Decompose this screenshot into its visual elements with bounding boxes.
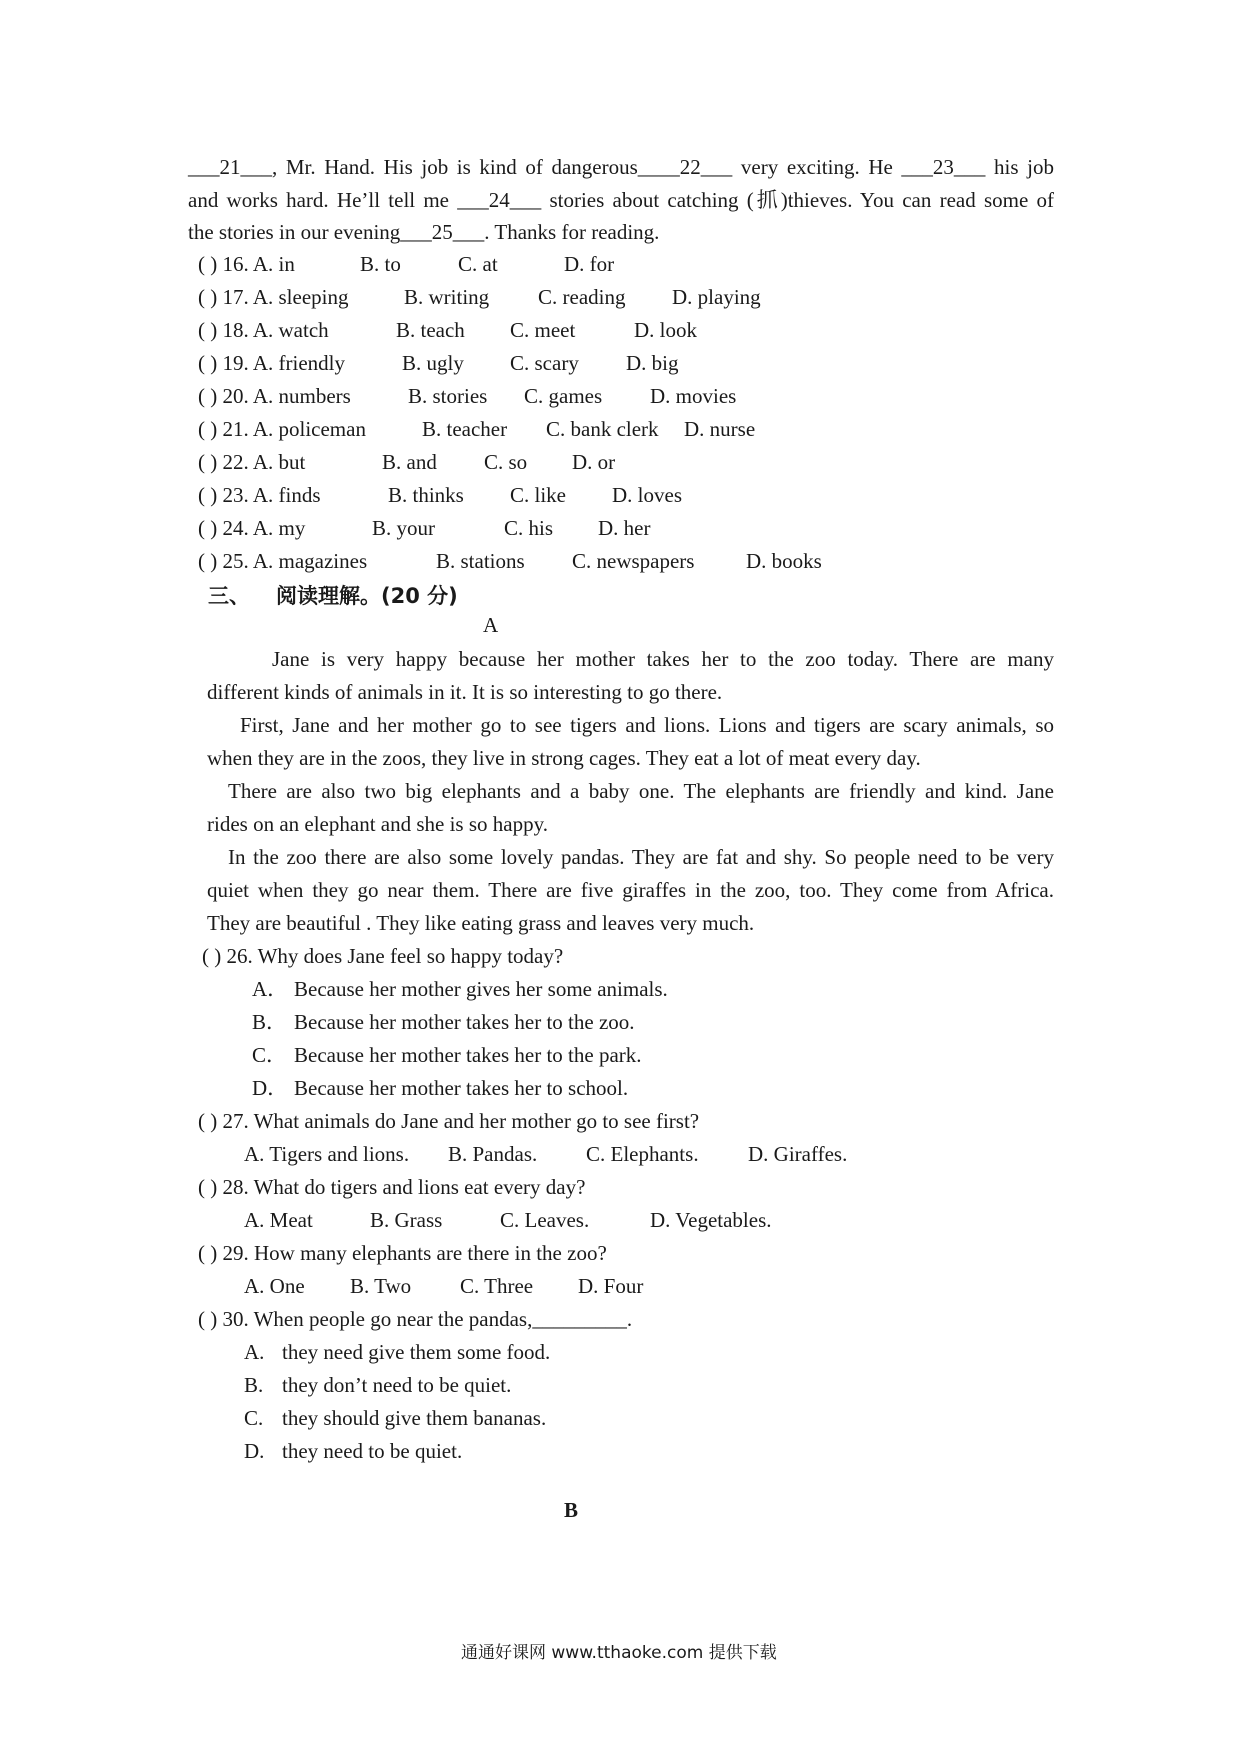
option-letter: A. [244,1340,265,1364]
question-27-stem: ( ) 27. What animals do Jane and her mother go to see first? [198,1109,700,1133]
option-letter: A． [252,977,289,1001]
option-c: C. so [484,450,528,474]
question-30-stem: ( ) 30. When people go near the pandas,_________. [198,1307,633,1331]
option-b: B. teach [396,318,465,342]
option-b: B. writing [404,285,490,309]
cloze-text-line-2: and works hard. He’ll tell me ___24___ stories about catching (抓)thieves. You can read some of [188,188,1054,212]
option-c: C. meet [510,318,576,342]
section-three-label: 三、 [208,584,250,608]
option-letter: C． [252,1043,288,1067]
option-d: D. Vegetables. [650,1208,772,1232]
option-letter: D． [252,1076,289,1100]
option-d: D. Four [578,1274,644,1298]
question-18 [198,316,1048,344]
question-16 [198,250,1048,278]
question-number: ( ) 22. A. but [198,450,306,474]
option-c: C. Three [460,1274,534,1298]
option-d: D. movies [650,384,737,408]
option-text: they should give them bananas. [282,1406,547,1430]
option-d: D. or [572,450,616,474]
option-d: D. her [598,516,651,540]
question-22 [198,448,1048,476]
option-letter: B. [244,1373,264,1397]
passage-a-heading: A [483,613,499,637]
section-three-title: 阅读理解。(20 分) [276,584,458,608]
option-a: A. Meat [244,1208,313,1232]
question-number: ( ) 19. A. friendly [198,351,345,375]
option-text: Because her mother gives her some animals. [294,977,668,1001]
option-c: C. like [510,483,566,507]
question-number: ( ) 20. A. numbers [198,384,351,408]
passage-a-line-6: rides on an elephant and she is so happy. [207,812,548,836]
option-c: C. his [504,516,554,540]
option-d: D. for [564,252,615,276]
question-24 [198,514,1048,542]
option-d: D. books [746,549,822,573]
option-text: they don’t need to be quiet. [282,1373,512,1397]
option-b: B. Two [350,1274,412,1298]
option-b: B. teacher [422,417,508,441]
question-number: ( ) 21. A. policeman [198,417,366,441]
option-b: B. your [372,516,435,540]
option-b: B. Grass [370,1208,443,1232]
option-c: C. Elephants. [586,1142,699,1166]
option-d: D. look [634,318,697,342]
passage-a-line-1: Jane is very happy because her mother takes her to the zoo today. There are many [272,647,1054,671]
option-d: D. nurse [684,417,756,441]
option-c: C. scary [510,351,579,375]
option-d: D. playing [672,285,761,309]
question-number: ( ) 16. A. in [198,252,295,276]
question-29-stem: ( ) 29. How many elephants are there in the zoo? [198,1241,607,1265]
cloze-text-line-3: the stories in our evening___25___. Thanks for reading. [188,220,660,244]
option-letter: C. [244,1406,264,1430]
option-text: they need to be quiet. [282,1439,463,1463]
passage-a-line-5: There are also two big elephants and a baby one. The elephants are friendly and kind. Jane [228,779,1054,803]
option-a: A. Tigers and lions. [244,1142,410,1166]
question-20 [198,382,1048,410]
passage-a-line-3: First, Jane and her mother go to see tigers and lions. Lions and tigers are scary animals, so [240,713,1054,737]
passage-a-line-8: quiet when they go near them. There are five giraffes in the zoo, too. They come from Africa. [207,878,1054,902]
option-b: B. to [360,252,401,276]
question-23 [198,481,1048,509]
question-25 [198,547,1048,575]
option-c: C. reading [538,285,626,309]
passage-b-heading: B [564,1498,579,1522]
question-number: ( ) 17. A. sleeping [198,285,349,309]
question-17 [198,283,1048,311]
option-c: C. newspapers [572,549,695,573]
option-text: Because her mother takes her to the zoo. [294,1010,635,1034]
question-26-stem: ( ) 26. Why does Jane feel so happy today? [202,944,564,968]
footer-text: 通通好课网 www.tthaoke.com 提供下载 [461,1643,777,1663]
option-text: Because her mother takes her to school. [294,1076,629,1100]
option-letter: B． [252,1010,288,1034]
option-b: B. and [382,450,437,474]
passage-a-line-9: They are beautiful . They like eating grass and leaves very much. [207,911,755,935]
cloze-text-line-1: ___21___, Mr. Hand. His job is kind of dangerous____22___ very exciting. He ___23___ his job [188,155,1054,179]
passage-a-line-4: when they are in the zoos, they live in strong cages. They eat a lot of meat every day. [207,746,921,770]
question-number: ( ) 24. A. my [198,516,306,540]
question-number: ( ) 18. A. watch [198,318,329,342]
option-d: D. big [626,351,679,375]
option-b: B. stories [408,384,488,408]
question-19 [198,349,1048,377]
passage-a-line-7: In the zoo there are also some lovely pandas. They are fat and shy. So people need to be very [228,845,1054,869]
option-c: C. bank clerk [546,417,659,441]
option-text: Because her mother takes her to the park. [294,1043,642,1067]
option-b: B. Pandas. [448,1142,538,1166]
option-b: B. thinks [388,483,464,507]
option-b: B. stations [436,549,525,573]
option-letter: D. [244,1439,265,1463]
question-number: ( ) 25. A. magazines [198,549,368,573]
option-d: D. Giraffes. [748,1142,848,1166]
option-b: B. ugly [402,351,464,375]
question-21 [198,415,1048,443]
option-c: C. Leaves. [500,1208,590,1232]
passage-a-line-2: different kinds of animals in it. It is so interesting to go there. [207,680,723,704]
option-c: C. games [524,384,603,408]
option-a: A. One [244,1274,305,1298]
question-number: ( ) 23. A. finds [198,483,321,507]
option-text: they need give them some food. [282,1340,551,1364]
option-c: C. at [458,252,498,276]
option-d: D. loves [612,483,682,507]
question-28-stem: ( ) 28. What do tigers and lions eat every day? [198,1175,586,1199]
